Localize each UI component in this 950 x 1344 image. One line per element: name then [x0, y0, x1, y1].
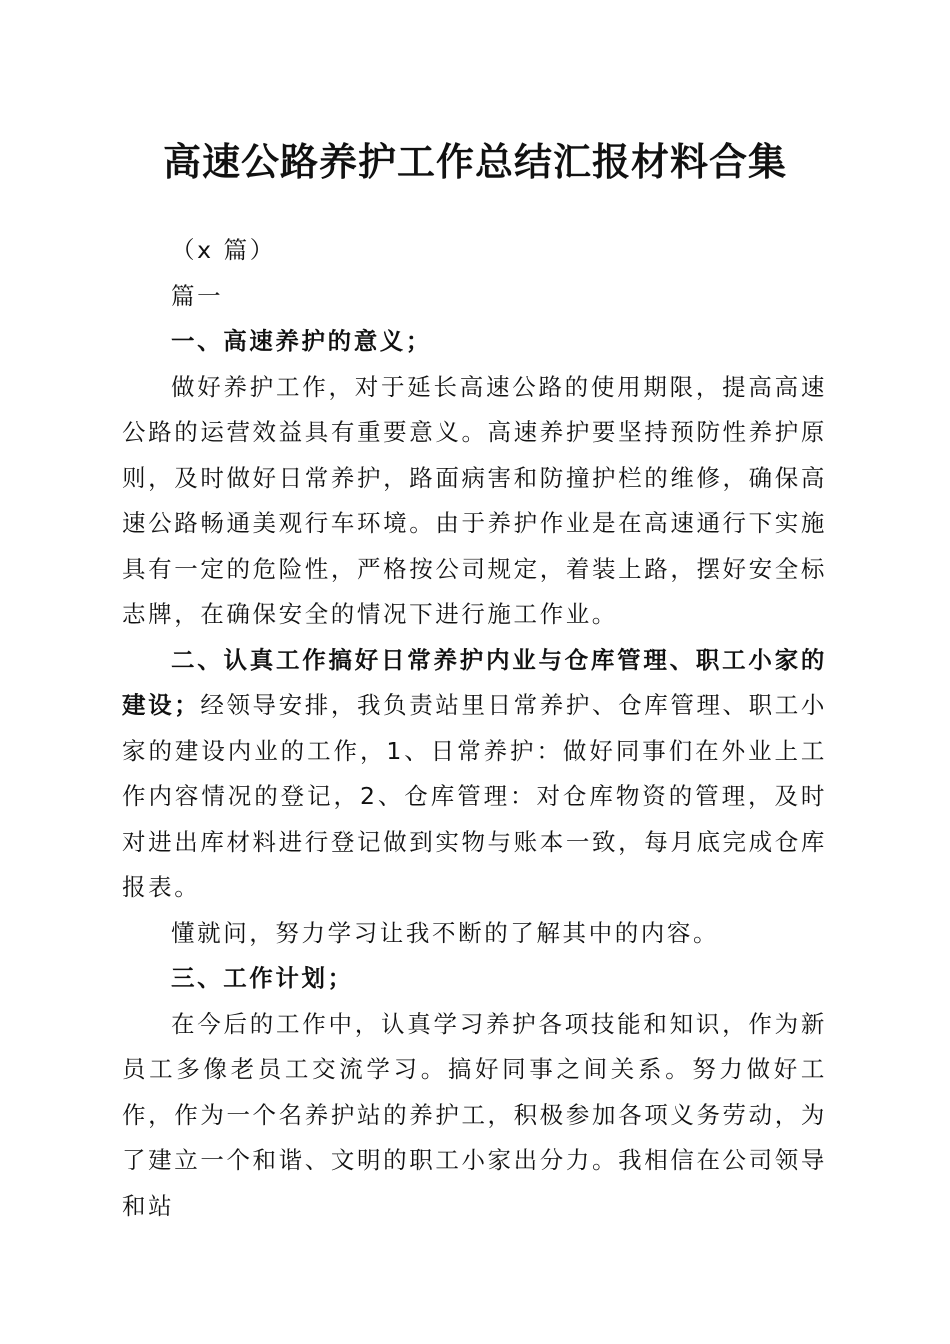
part-label: 篇一	[171, 281, 224, 310]
section-2-paragraph	[122, 638, 827, 911]
section-2-heading: 二、认真工作搞好日常养护内业与仓库管理、职工小家的建设；	[122, 645, 827, 719]
document-title: 高速公路养护工作总结汇报材料合集	[162, 139, 787, 184]
document-body	[122, 228, 827, 1229]
subtitle-count: （x 篇）	[171, 236, 276, 264]
section-1-heading: 一、高速养护的意义；	[171, 327, 432, 355]
section-3-paragraph: 在今后的工作中，认真学习养护各项技能和知识，作为新员工多像老员工交流学习。搞好同事之间关系。努力做好工作，作为一个名养护站的养护工，积极参加各项义务劳动，为了建立一个和谐、文明的职工小家出分力。我相信在公司领导和站	[122, 1009, 827, 1220]
section-2-paragraph-2: 懂就问，努力学习让我不断的了解其中的内容。	[171, 918, 720, 947]
section-1-paragraph: 做好养护工作，对于延长高速公路的使用期限，提高高速公路的运营效益具有重要意义。高速养护要坚持预防性养护原则，及时做好日常养护，路面病害和防撞护栏的维修，确保高速公路畅通美观行车环境。由于养护作业是在高速通行下实施具有一定的危险性，严格按公司规定，着装上路，摆好安全标志牌，在确保安全的情况下进行施工作业。	[122, 372, 827, 628]
section-3-heading: 三、工作计划；	[171, 964, 354, 992]
section-2-text: 经领导安排，我负责站里日常养护、仓库管理、职工小家的建设内业的工作，1、日常养护：做好同事们在外业上工作内容情况的登记，2、仓库管理：对仓库物资的管理，及时对进出库材料进行登记做到实物与账本一致，每月底完成仓库报表。	[122, 691, 827, 901]
